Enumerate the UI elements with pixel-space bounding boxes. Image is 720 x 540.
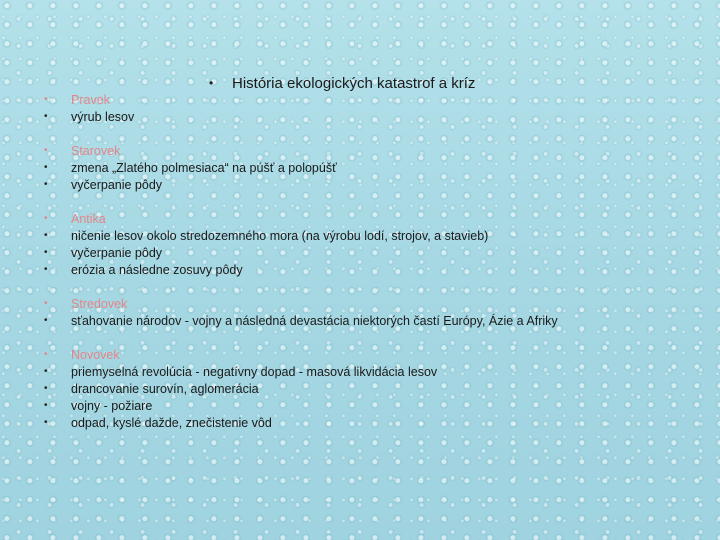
list-item-text: vyčerpanie pôdy (71, 177, 163, 192)
era-heading-row (40, 295, 710, 312)
era-section (40, 91, 710, 125)
era-heading-row (40, 91, 710, 108)
bullet-marker: • (44, 264, 48, 275)
list-item (40, 176, 710, 193)
bullet-marker: • (44, 213, 48, 224)
bullet-marker: • (44, 417, 48, 428)
era-section (40, 210, 710, 278)
era-heading: Novovek (71, 347, 120, 362)
era-heading-row (40, 346, 710, 363)
list-item (40, 159, 710, 176)
list-item (40, 363, 710, 380)
list-item (40, 380, 710, 397)
bullet-marker: • (44, 349, 48, 360)
list-item (40, 244, 710, 261)
bullet-marker: • (44, 230, 48, 241)
list-item-text: vyčerpanie pôdy (71, 245, 163, 260)
bullet-marker: • (44, 366, 48, 377)
list-item-text: zmena „Zlatého polmesiaca“ na púšť a polopúšť (71, 160, 337, 175)
list-item-text: erózia a následne zosuvy pôdy (71, 262, 243, 277)
bullet-marker: • (44, 298, 48, 309)
bullet-marker: • (44, 383, 48, 394)
history-list (40, 91, 710, 448)
slide-title: História ekologických katastrof a kríz (232, 74, 476, 92)
era-heading: Starovek (71, 143, 121, 158)
list-item (40, 312, 710, 329)
era-heading: Pravek (71, 92, 110, 107)
list-item (40, 108, 710, 125)
era-section (40, 295, 710, 329)
bullet-marker: • (44, 145, 48, 156)
list-item (40, 397, 710, 414)
list-item-text: odpad, kyslé dažde, znečistenie vôd (71, 415, 272, 430)
bullet-marker: • (44, 315, 48, 326)
bullet-marker: • (44, 111, 48, 122)
era-heading: Antika (71, 211, 106, 226)
bullet-marker: • (44, 94, 48, 105)
bullet-marker: • (44, 400, 48, 411)
era-heading: Stredovek (71, 296, 128, 311)
list-item (40, 227, 710, 244)
list-item-text: vojny - požiare (71, 398, 153, 413)
era-heading-row (40, 142, 710, 159)
era-heading-row (40, 210, 710, 227)
list-item-text: sťahovanie národov - vojny a následná devastácia niektorých častí Európy, Ázie a Afriky (71, 313, 558, 328)
list-item-text: priemyselná revolúcia - negatívny dopad - masová likvidácia lesov (71, 364, 438, 379)
title-bullet: • (209, 76, 214, 90)
list-item-text: výrub lesov (71, 109, 135, 124)
list-item (40, 414, 710, 431)
era-section (40, 346, 710, 431)
list-item-text: drancovanie surovín, aglomerácia (71, 381, 259, 396)
era-section (40, 142, 710, 193)
bullet-marker: • (44, 162, 48, 173)
bullet-marker: • (44, 179, 48, 190)
bullet-marker: • (44, 247, 48, 258)
list-item-text: ničenie lesov okolo stredozemného mora (na výrobu lodí, strojov, a stavieb) (71, 228, 489, 243)
list-item (40, 261, 710, 278)
